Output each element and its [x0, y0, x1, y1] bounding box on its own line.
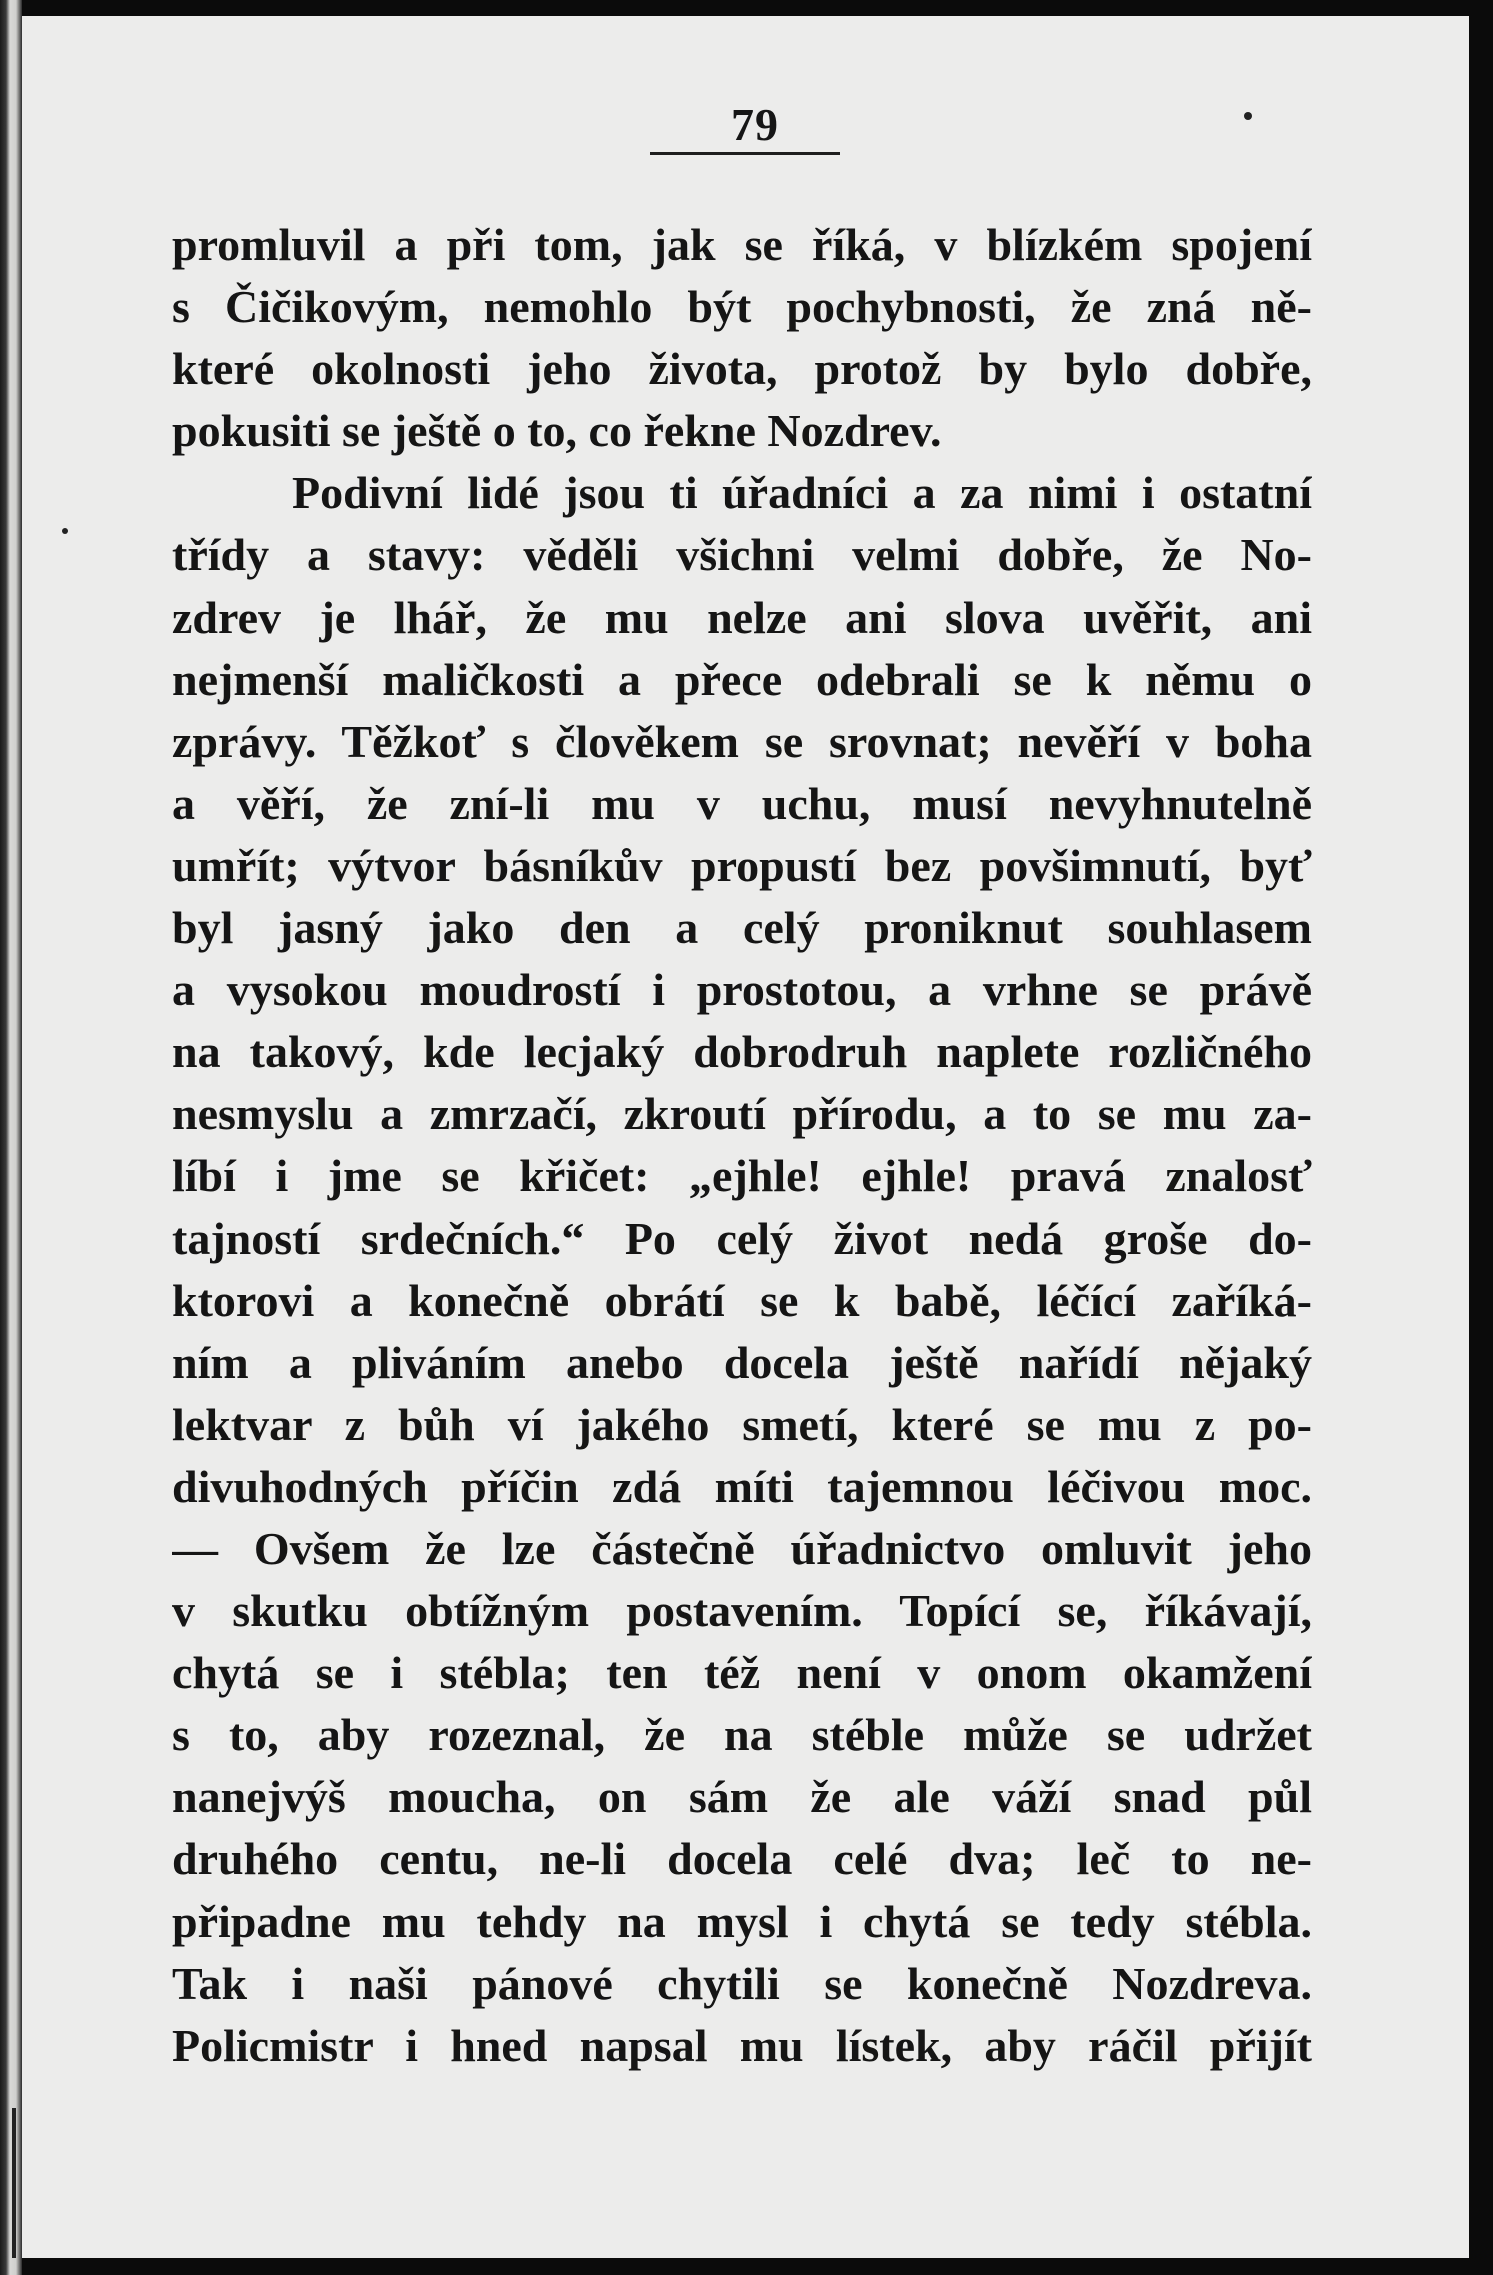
text-line: s Čičikovým, nemohlo být pochybnosti, že zná ně-	[172, 281, 1312, 333]
text-line: líbí i jme se křičet: „ejhle! ejhle! pravá znalosť	[172, 1150, 1312, 1202]
text-line: s to, aby rozeznal, že na stéble může se udržet	[172, 1709, 1312, 1761]
text-line: lektvar z bůh ví jakého smetí, které se mu z po-	[172, 1398, 1312, 1450]
text-line: nejmenší maličkosti a přece odebrali se k němu o	[172, 653, 1312, 705]
text-line: Policmistr i hned napsal mu lístek, aby ráčil přijít	[172, 2019, 1312, 2071]
text-line: a věří, že zní-li mu v uchu, musí nevyhnutelně	[172, 777, 1312, 829]
page-number-rule	[650, 152, 840, 155]
text-line: zdrev je lhář, že mu nelze ani slova uvěřit, ani	[172, 591, 1312, 643]
print-speck	[62, 528, 68, 534]
text-line: ním a pliváním anebo docela ještě nařídí nějaký	[172, 1336, 1312, 1388]
text-line: na takový, kde lecjaký dobrodruh naplete rozličného	[172, 1026, 1312, 1078]
page-body-text	[172, 214, 1312, 2077]
text-line: tajností srdečních.“ Po celý život nedá groše do-	[172, 1212, 1312, 1264]
text-line: v skutku obtížným postavením. Topící se, říkávají,	[172, 1585, 1312, 1637]
text-line: pokusiti se ještě o to, co řekne Nozdrev.	[172, 405, 942, 457]
binding-mark	[12, 2108, 16, 2258]
text-line: třídy a stavy: věděli všichni velmi dobře, že No-	[172, 529, 1312, 581]
text-line: promluvil a při tom, jak se říká, v blízkém spojení	[172, 219, 1312, 270]
text-line: Podivní lidé jsou ti úřadníci a za nimi i ostatní	[292, 467, 1312, 519]
text-line: které okolnosti jeho života, protož by bylo dobře,	[172, 343, 1312, 395]
text-line: nesmyslu a zmrzačí, zkroutí přírodu, a to se mu za-	[172, 1088, 1312, 1140]
text-line: připadne mu tehdy na mysl i chytá se tedy stébla.	[172, 1895, 1312, 1947]
page-number: 79	[731, 99, 779, 150]
text-line: chytá se i stébla; ten též není v onom okamžení	[172, 1647, 1312, 1699]
text-line: ktorovi a konečně obrátí se k babě, léčící zaříká-	[172, 1274, 1312, 1326]
text-line: — Ovšem že lze částečně úřadnictvo omluvit jeho	[172, 1522, 1312, 1574]
print-speck	[1244, 112, 1252, 120]
text-line: umřít; výtvor básníkův propustí bez povšimnutí, byť	[172, 839, 1312, 891]
text-line: byl jasný jako den a celý proniknut souhlasem	[172, 902, 1312, 954]
page-left-edge	[0, 0, 22, 2275]
text-line: divuhodných příčin zdá míti tajemnou léčivou moc.	[172, 1460, 1312, 1512]
text-line: nanejvýš moucha, on sám že ale váží snad půl	[172, 1771, 1312, 1823]
text-line: druhého centu, ne-li docela celé dva; leč to ne-	[172, 1833, 1312, 1885]
text-line: a vysokou moudrostí i prostotou, a vrhne se právě	[172, 964, 1312, 1016]
text-line: Tak i naši pánové chytili se konečně Nozdreva.	[172, 1957, 1312, 2009]
text-line: zprávy. Těžkoť s člověkem se srovnat; nevěří v boha	[172, 715, 1312, 767]
